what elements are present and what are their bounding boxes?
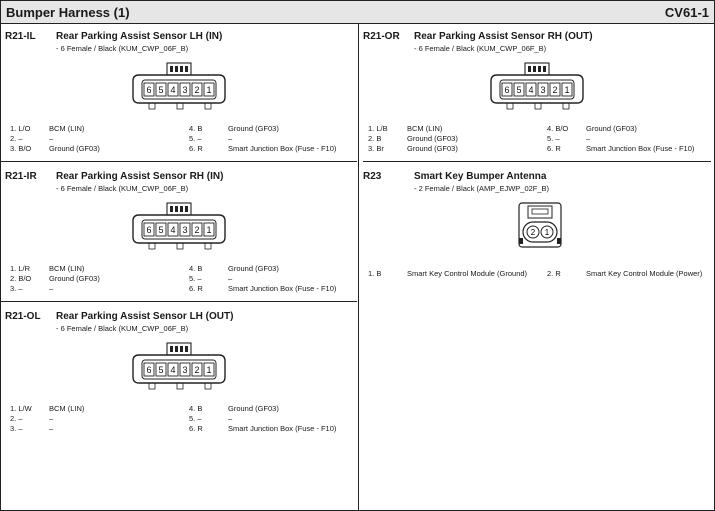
pin-label: 1 [206,365,212,375]
pin-description: Smart Key Control Module (Ground) [407,269,528,278]
pin-label: 2 [552,85,558,95]
bottom-tab [149,383,155,389]
pin-label: 2 [194,85,200,95]
connector-6pin-diagram [487,61,587,117]
connector-spec: - 6 Female / Black (KUM_CWP_06F_B) [56,44,189,53]
pin-number: 2. B/O [10,274,32,283]
latch-tooth [528,66,531,72]
section-divider [1,161,357,162]
pin-description: BCM (LIN) [407,124,443,133]
pin-label: 1 [544,228,550,237]
pin-description: – [228,134,233,143]
latch-tooth [170,66,173,72]
latch-tooth [180,346,183,352]
pin-label: 3 [182,85,188,95]
section-divider [363,161,711,162]
latch-tooth [175,66,178,72]
pin-label: 5 [158,225,164,235]
pin-number: 2. B [368,134,382,143]
pin-number: 2. – [10,414,23,423]
pin-number: 6. R [547,144,561,153]
connector-name: Rear Parking Assist Sensor LH (IN) [56,31,223,42]
pin-number: 1. L/B [368,124,388,133]
pin-number: 5. – [189,274,202,283]
bottom-tab [205,243,211,249]
connector-section [363,31,711,159]
bottom-tab [177,383,183,389]
connector-name: Rear Parking Assist Sensor LH (OUT) [56,311,234,322]
pin-description: Ground (GF03) [586,124,637,133]
pin-label: 2 [194,365,200,375]
pin-description: – [49,134,54,143]
pin-description: Ground (GF03) [49,274,100,283]
pin-table [10,264,355,294]
pin-description: Smart Junction Box (Fuse - F10) [228,144,337,153]
pin-description: Ground (GF03) [228,264,279,273]
pin-description: Ground (GF03) [407,134,458,143]
connector-spec: - 6 Female / Black (KUM_CWP_06F_B) [414,44,547,53]
connector-spec: - 2 Female / Black (AMP_EJWP_02F_B) [414,184,550,193]
pin-number: 1. L/O [10,124,31,133]
pin-number: 2. – [10,134,23,143]
latch-tooth [185,206,188,212]
connector-id: R21-OL [5,311,41,322]
pin-description: Ground (GF03) [49,144,100,153]
pin-label: 4 [170,365,176,375]
connector-section [5,31,355,159]
connector-6pin-diagram [129,341,229,397]
pin-number: 6. R [189,424,203,433]
pin-number: 4. B [189,264,203,273]
connector-id: R23 [363,171,382,182]
pin-description: – [586,134,591,143]
latch-tooth [180,206,183,212]
pin-number: 4. B [189,404,203,413]
pin-label: 6 [504,85,510,95]
pin-description: – [228,274,233,283]
pin-label: 2 [530,228,536,237]
pin-table [368,124,711,154]
pin-number: 3. Br [368,144,384,153]
connector-name: Rear Parking Assist Sensor RH (OUT) [414,31,593,42]
pin-label: 2 [194,225,200,235]
pin-number: 6. R [189,144,203,153]
latch-tooth [170,346,173,352]
pin-table [10,124,355,154]
pin-number: 1. L/R [10,264,31,273]
pin-number: 3. – [10,424,23,433]
connector-6pin-diagram [129,61,229,117]
pin-label: 1 [564,85,570,95]
pin-label: 4 [170,85,176,95]
pin-description: – [49,414,54,423]
pin-label: 5 [158,365,164,375]
pin-label: 3 [540,85,546,95]
pin-label: 3 [182,225,188,235]
pin-table [10,404,355,434]
pin-label: 6 [146,365,152,375]
pin-description: BCM (LIN) [49,404,85,413]
pin-number: 5. – [547,134,560,143]
pin-label: 6 [146,85,152,95]
section-divider [1,301,357,302]
latch-tooth [185,346,188,352]
pin-description: – [49,284,54,293]
pin-table [368,269,711,279]
connector-name: Rear Parking Assist Sensor RH (IN) [56,171,224,182]
pin-label: 5 [158,85,164,95]
bottom-tab [535,103,541,109]
connector-6pin-diagram [129,201,229,257]
latch-tooth [543,66,546,72]
bottom-tab [149,243,155,249]
pin-label: 1 [206,85,212,95]
bottom-tab [563,103,569,109]
pin-label: 3 [182,365,188,375]
pin-description: Smart Key Control Module (Power) [586,269,703,278]
connector-name: Smart Key Bumper Antenna [414,171,547,182]
pin-label: 5 [516,85,522,95]
pin-number: 5. – [189,414,202,423]
pin-description: Ground (GF03) [407,144,458,153]
pin-description: Smart Junction Box (Fuse - F10) [228,424,337,433]
pin-label: 4 [170,225,176,235]
latch-tooth [175,346,178,352]
latch-tooth [185,66,188,72]
bottom-tab [507,103,513,109]
connector-id: R21-OR [363,31,400,42]
latch-tooth [180,66,183,72]
bottom-tab [205,103,211,109]
latch-tooth [538,66,541,72]
pin-number: 1. L/W [10,404,32,413]
pin-description: BCM (LIN) [49,124,85,133]
page-title: Bumper Harness (1) [6,5,130,20]
bottom-tab [149,103,155,109]
connector-section [5,311,355,439]
pin-number: 1. B [368,269,382,278]
page-header [1,1,714,24]
pin-description: Ground (GF03) [228,124,279,133]
connector-2pin-diagram [515,200,565,250]
connector-id: R21-IR [5,171,37,182]
pin-number: 2. R [547,269,561,278]
pin-label: 1 [206,225,212,235]
connector-spec: - 6 Female / Black (KUM_CWP_06F_B) [56,184,189,193]
pin-number: 5. – [189,134,202,143]
connector-id: R21-IL [5,31,36,42]
pin-description: Smart Junction Box (Fuse - F10) [586,144,695,153]
pin-number: 3. – [10,284,23,293]
pin-number: 6. R [189,284,203,293]
pin-description: – [49,424,54,433]
pin-description: Ground (GF03) [228,404,279,413]
latch-tooth [170,206,173,212]
latch-tooth [175,206,178,212]
connector-spec: - 6 Female / Black (KUM_CWP_06F_B) [56,324,189,333]
pin-label: 4 [528,85,534,95]
connector-section [363,171,711,291]
pin-number: 4. B [189,124,203,133]
pin-description: – [228,414,233,423]
bottom-tab [205,383,211,389]
pin-label: 6 [146,225,152,235]
pin-description: Smart Junction Box (Fuse - F10) [228,284,337,293]
pin-number: 3. B/O [10,144,32,153]
column-divider [358,24,359,511]
pin-number: 4. B/O [547,124,569,133]
page-code: CV61-1 [664,5,709,20]
bottom-tab [177,243,183,249]
connector-section [5,171,355,299]
bottom-tab [177,103,183,109]
latch-tooth [533,66,536,72]
pin-description: BCM (LIN) [49,264,85,273]
